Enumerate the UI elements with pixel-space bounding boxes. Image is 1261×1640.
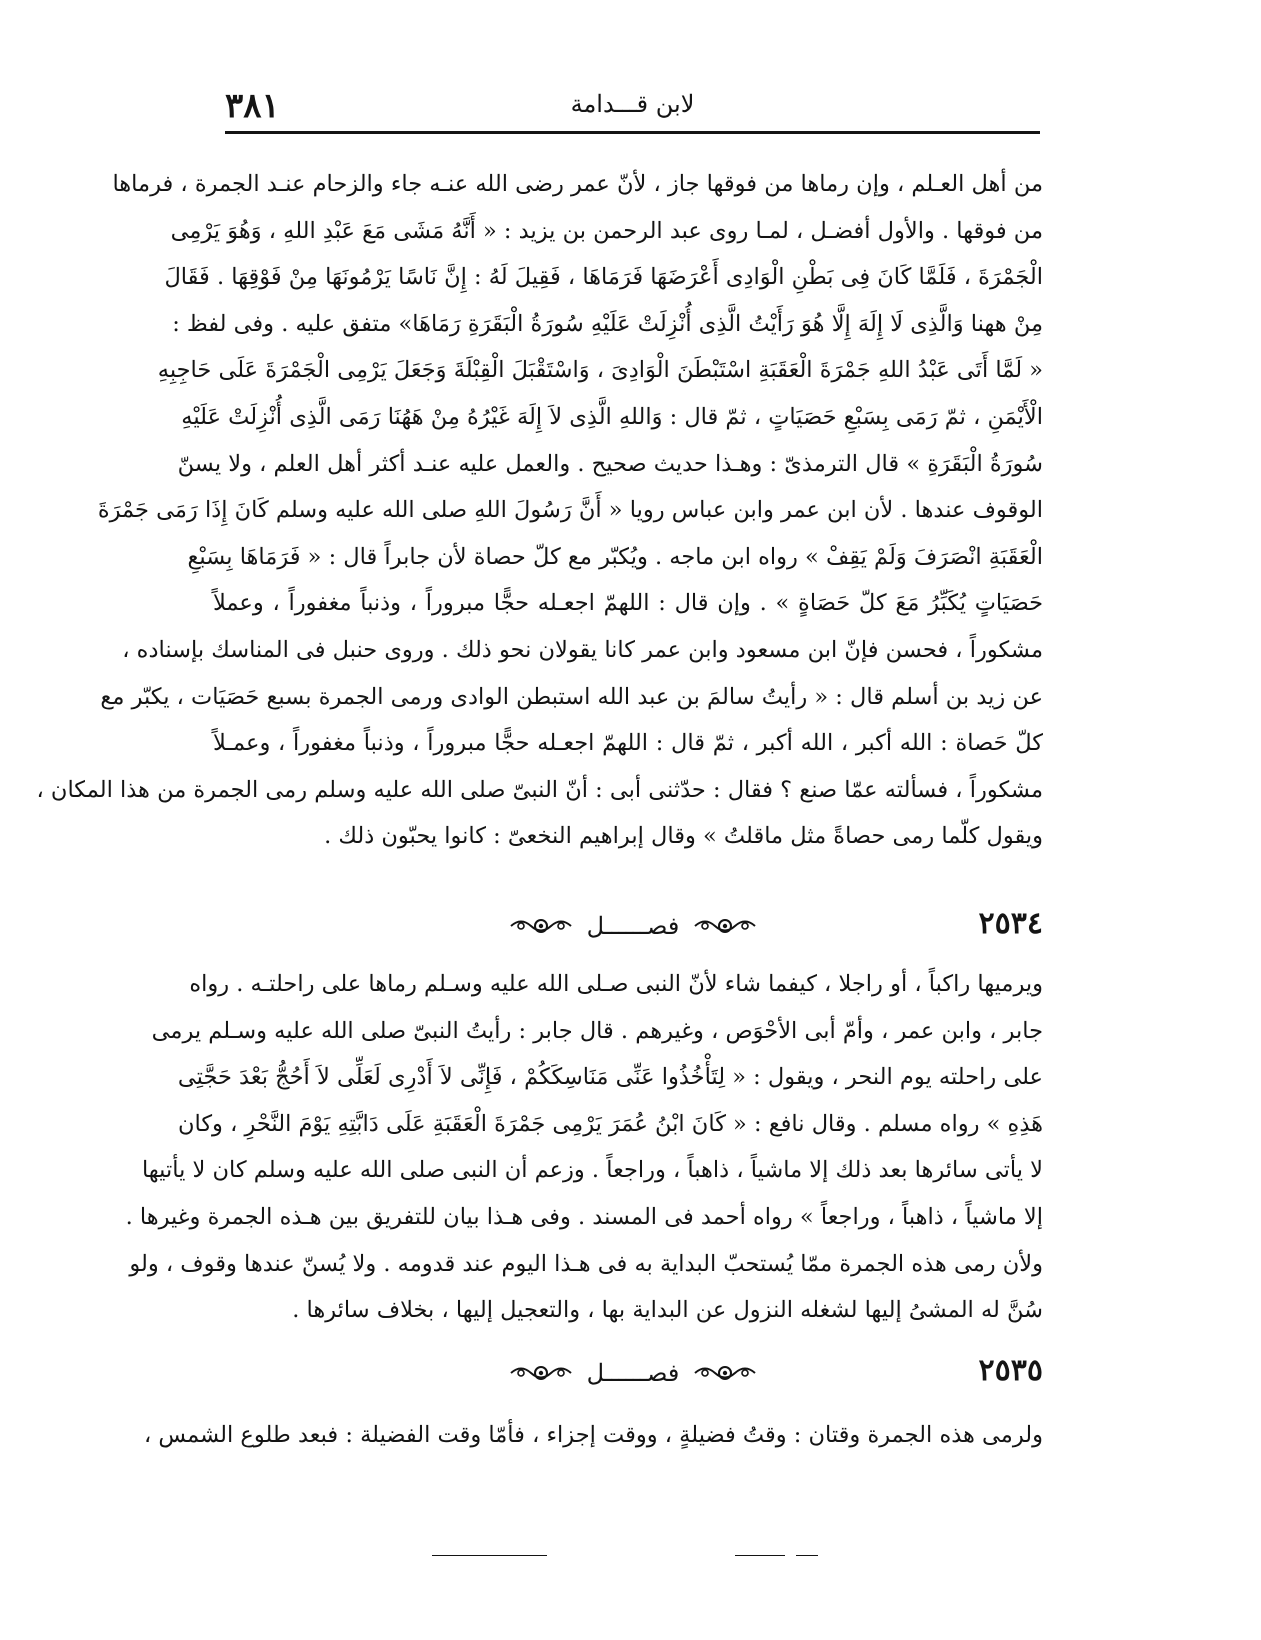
text-line: الْعَقَبَةِ انْصَرَفَ وَلَمْ يَقِفْ » رواه ابن ماجه . ويُكبّر مع كلّ حصاة لأن جابراً قال : « فَرَمَاهَا بِسَبْعِ [187,543,1043,570]
footer-rule [735,1555,785,1556]
text-line: مشكوراً ، فسألته عمّا صنع ؟ فقال : حدّثنى أبى : أنّ النبىّ صلى الله عليه وسلم رمى الجمرة من هذا المكان ، [36,776,1043,803]
section-title-group [493,1351,773,1395]
section-title-group [493,904,773,948]
section-title: فصــــــل [586,1359,680,1387]
footer-rule [432,1555,547,1556]
header-rule [225,131,1040,134]
section-number: ٢٥٣٥ [978,1353,1043,1388]
text-line: عن زيد بن أسلم قال : « رأيتُ سالمَ بن عبد الله استبطن الوادى ورمى الجمرة بسبع حَصَيَات ، يكبّر مع [100,683,1043,710]
text-line: على راحلته يوم النحر ، ويقول : « لِتَأْخُذُوا عَنِّى مَنَاسِكَكُمْ ، فَإِنِّى لاَ أَدْرِى لَعَلِّى لاَ أَحُجُّ بَعْدَ حَجَّتِى [177,1064,1043,1091]
text-line: ويقول كلّما رمى حصاةً مثل ماقلتُ » وقال إبراهيم النخعىّ : كانوا يحبّون ذلك . [324,823,1043,850]
text-line: من أهل العـلم ، وإن رماها من فوقها جاز ، لأنّ عمر رضى الله عنـه جاء والزحام عنـد الجمرة ، فرماها [112,171,1043,197]
text-line: مِنْ ههنا وَالَّذِى لَا إِلَهَ إِلَّا هُوَ رَأَيْتُ الَّذِى أُنْزِلَتْ عَلَيْهِ سُورَةُ الْبَقَرَةِ رَمَاهَا» متفق عليه . وفى لفظ : [172,310,1043,337]
text-line: الوقوف عندها . لأن ابن عمر وابن عباس رويا « أَنَّ رَسُولَ اللهِ صلى الله عليه وسلم كَانَ إِذَا رَمَى جَمْرَةَ [97,497,1043,524]
text-line: إلا ماشياً ، ذاهباً ، وراجعاً » رواه أحمد فى المسند . وفى هـذا بيان للتفريق بين هـذه الجمرة وغيرها . [125,1203,1043,1230]
text-line: هَذِهِ » رواه مسلم . وقال نافع : « كَانَ ابْنُ عُمَرَ يَرْمِى جَمْرَةَ الْعَقَبَةِ عَلَى دَابَّتِهِ يَوْمَ النَّحْرِ ، وكان [177,1110,1043,1137]
text-line: ولرمى هذه الجمرة وقتان : وقتُ فضيلةٍ ، ووقت إجزاء ، فأمّا وقت الفضيلة : فبعد طلوع الشمس ، [143,1422,1043,1448]
page-number: ٣٨١ [225,86,280,126]
section-heading [213,904,1043,948]
text-line: سُورَةُ الْبَقَرَةِ » قال الترمذىّ : وهـذا حديث صحيح . والعمل عليه عنـد أكثر أهل العلم ، ولا يسنّ [177,450,1043,477]
text-line: حَصَيَاتٍ يُكَبِّرُ مَعَ كلّ حَصَاةٍ » . وإن قال : اللهمّ اجعـله حجًّا مبروراً ، وذنباً مغفوراً ، وعملاً [213,590,1043,617]
section-heading [213,1351,1043,1395]
page-header [225,80,1040,132]
text-line: جابر ، وابن عمر ، وأمّ أبى الأحْوَص ، وغيرهم . قال جابر : رأيتُ النبىّ صلى الله عليه وسـلم يرمى [151,1017,1043,1044]
text-line: لا يأتى سائرها بعد ذلك إلا ماشياً ، ذاهباً ، وراجعاً . وزعم أن النبى صلى الله عليه وسلم كان لا يأتيها [141,1157,1043,1184]
text-line: ويرميها راكباً ، أو راجلا ، كيفما شاء لأنّ النبى صـلى الله عليه وسـلم رماها على راحلتـه . رواه [189,971,1043,997]
ornament-icon [509,913,573,939]
section-number: ٢٥٣٤ [978,906,1043,941]
text-line: كلّ حَصاة : الله أكبر ، الله أكبر ، ثمّ قال : اللهمّ اجعـله حجًّا مبروراً ، وذنباً مغفوراً ، وعمـلاً [213,730,1043,757]
text-line: الْأَيْمَنِ ، ثمّ رَمَى بِسَبْعِ حَصَيَاتٍ ، ثمّ قال : وَاللهِ الَّذِى لاَ إِلَهَ غَيْرُهُ مِنْ هَهُنَا رَمَى الَّذِى أُنْزِلَتْ عَلَيْهِ [181,403,1043,430]
text-line: سُنَّ له المشىُ إليها لشغله النزول عن البداية بها ، والتعجيل إليها ، بخلاف سائرها . [292,1297,1043,1324]
text-line: « لَمَّا أَتَى عَبْدُ اللهِ جَمْرَةَ الْعَقَبَةِ اسْتَبْطَنَ الْوَادِىَ ، وَاسْتَقْبَلَ الْقِبْلَةَ وَجَعَلَ يَرْمِى الْجَمْرَةَ عَلَى حَاجِبِهِ [157,357,1043,384]
footer-rule [796,1555,818,1556]
text-line: ولأن رمى هذه الجمرة ممّا يُستحبّ البداية به فى هـذا اليوم عند قدومه . ولا يُسنّ عندها وقوف ، ولو [129,1250,1043,1277]
paragraph-3 [143,1412,1043,1459]
running-title: لابن قـــدامة [570,90,695,118]
text-line: الْجَمْرَةَ ، فَلَمَّا كَانَ فِى بَطْنِ الْوَادِى أَعْرَضَهَا فَرَمَاهَا ، فَقِيلَ لَهُ : إِنَّ نَاسًا يَرْمُونَهَا مِنْ فَوْقِهَا . فَقَالَ [164,264,1043,291]
ornament-icon [693,1360,757,1386]
ornament-icon [693,913,757,939]
paragraph-2 [125,961,1043,1334]
paragraph-1 [36,161,1043,860]
ornament-icon [509,1360,573,1386]
section-title: فصــــــل [586,912,680,940]
text-line: مشكوراً ، فحسن فإنّ ابن مسعود وابن عمر كانا يقولان نحو ذلك . وروى حنبل فى المناسك بإسناده ، [122,636,1043,663]
text-line: من فوقها . والأول أفضـل ، لمـا روى عبد الرحمن بن يزيد : « أَنَّهُ مَشَى مَعَ عَبْدِ اللهِ ، وَهُوَ يَرْمِى [170,217,1043,244]
